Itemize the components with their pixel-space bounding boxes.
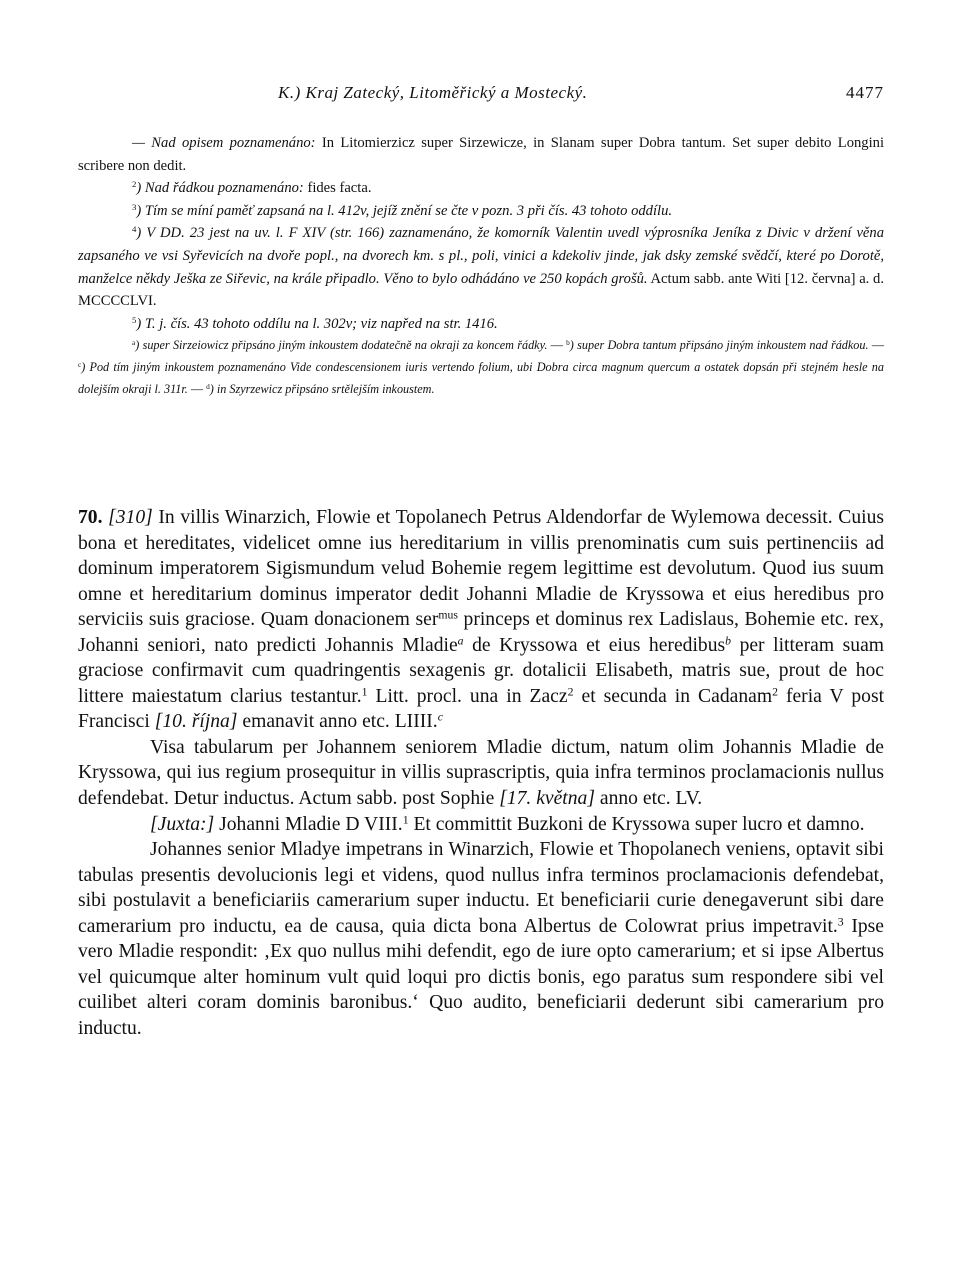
paragraph-text: per litteram suam graciose confirmavit cum quadringentis sexagenis gr. dotalicii Elisabeth, matris sue, prout de hoc littere maiestatum clarius testantur. [78,634,885,707]
footnote-ref: 3 [837,915,844,929]
note-marker: b [566,338,570,348]
footnote-ref: 1 [361,685,368,699]
paragraph-text: Visa tabularum per Johannem seniorem Mladie dictum, natum olim Johannis Mladie de Kryssowa, qui ius regium prosequitur in villis suprascriptis, quia infra terminos proclamacionis nullus defendebat. Detur inductus. Actum sabb. post Sophie [78,736,884,810]
paragraph-text: emanavit anno etc. LIIII. [237,711,438,733]
footnote-ref: c [437,710,443,724]
note-text: ) in Szyrzewicz připsáno srtělejším inkoustem. [209,381,435,396]
running-header [78,83,884,107]
note-5 [78,313,884,336]
date-gloss: [10. října] [154,711,238,733]
note-intro [78,132,884,177]
footnote-ref: 1 [402,813,409,827]
note-marker: 3 [132,201,137,212]
paragraph-text: Ipse vero Mladie respondit: ‚Ex quo nullus mihi defendit, ego de iure opto camerarium; et si ipse Albertus vel quicumque alter hominum vult quid loqui pro dictis bonis, ego paratus sum respondere sibi vel cuilibet alteri coram dominis baronibus.‘ Quo audito, beneficiarii dederunt sibi camerarium pro inductu. [78,915,884,1039]
note-marker: c [78,359,82,369]
note-text: ) super Dobra tantum připsáno jiným inkoustem nad řádkou. [569,338,869,353]
paragraph-text: Litt. procl. una in Zacz [367,685,568,707]
paragraph-text: In villis Winarzich, Flowie et Topolanech Petrus Aldendorfar de Wylemowa decessit. Cuius bona et hereditates, videlicet omne ius hereditarium in villis prenominatis cum suis pertinenciis ad dominum imperatorem Sigismundum velud Bohemie regem legittime est devolutum. Quod ius suum omne et hereditarium dominus imperator dedit Johanni Mladie de Kryssowa et eius heredibus pro serviciis suis graciose. Quam donacionem ser [78,507,884,631]
footnotes-block [78,132,884,400]
running-title: K.) Kraj Zatecký, Litoměřický a Mostecký. [278,83,588,102]
note-text: ) V DD. 23 jest na uv. l. F XIV (str. 166) zaznamenáno, že komorník Valentin uvedl výprosníka Jeníka z Divic v držení věna zapsaného ve vsi Syřevicích na dvoře popl., na dvorech km. s pl., poli, vinici a kdekoliv jinde, jak dsky zemské svědčí, které po Dorotě, manželce někdy Ješka ze Siřevic, na krále připadlo. Věno to bylo odhádáno ve 250 kopách grošů. [78,225,884,287]
note-marker: d [206,381,210,391]
note-3 [78,200,884,223]
note-text: ) Pod tím jiným inkoustem poznamenáno Vide condescensionem iuris vertendo folium, ubi Dobra circa magnum quercum a ostatek dopsán při stejném hesle na dolejším okraji l. 311r. [78,359,884,396]
juxta-gloss: [Juxta:] [150,813,215,835]
date-gloss: [17. května] [499,788,595,810]
note-label: ) Nad řádkou poznamenáno: [136,180,304,197]
footnote-ref: b [725,634,731,648]
paragraph-text: Johanni Mladie D VIII. [214,813,403,835]
footnote-ref: a [457,634,464,648]
page-number: 4477 [846,83,884,102]
entry-paragraph-3 [78,812,884,838]
note-marker: 4 [132,224,137,235]
paragraph-text: princeps et dominus rex Ladislaus, Bohemie etc. rex, Johanni seniori, nato predicti Johannis Mladie [78,609,885,656]
note-marker: a [132,338,136,348]
paragraph-text: Johannes senior Mladye impetrans in Winarzich, Flowie et Thopolanech veniens, optavit sibi tabulas presentis devolucionis legi et videns, quod nullus infra terminos proclamacionis defendebat, sibi postulavit a beneficiariis camerarium super inductu. Et beneficiarii curie denegaverunt sibi dare camerarium pro inductu, ea de causa, quia dicta bona Albertus de Colowrat prius impetravit. [78,839,884,937]
paragraph-text: feria V post Francisci [78,685,885,733]
note-intro-label: — Nad opisem poznamenáno: [132,135,316,151]
paragraph-text: Et committit Buzkoni de Kryssowa super lucro et damno. [408,813,865,835]
note-letters: $^a$) super Sirzeiowicz připsáno jiným inkoustem dodatečně na okraji za koncem řádky. — $^b$) super Dobra tantum připsáno jiným inkoustem nad řádkou. — $^c$) Pod tím jiným inkoustem poznamenáno Vide condescensionem iuris vertendo folium, ubi Dobra circa magnum quercum a ostatek dopsán při stejném hesle na dolejším okraji l. 311r. — $^d$) in Szyrzewicz připsáno srtělejším inkoustem. [78,338,885,396]
superscript: mus [438,608,458,622]
folio-ref: [310] [108,507,153,528]
note-tail: Actum sabb. ante Witi [12. června] a. d. MCCCCLVI. [78,270,884,310]
paragraph-text: de Kryssowa et eius heredibus [463,634,726,656]
entry-body [78,505,884,1041]
entry-paragraph-1 [78,505,884,735]
note-text: fides facta. [307,180,372,197]
note-text: ) super Sirzeiowicz připsáno jiným inkoustem dodatečně na okraji za koncem řádky. [135,338,548,353]
note-4 [78,222,884,312]
footnote-ref: 2 [567,685,574,699]
footnote-ref: 2 [772,685,778,699]
note-2 [78,177,884,200]
note-marker: 5 [132,314,137,325]
entry-paragraph-4 [78,837,884,1041]
note-text: ) Tím se míní paměť zapsaná na l. 412v, jejíž znění se čte v pozn. 3 při čís. 43 tohoto oddílu. [136,202,673,219]
entry-paragraph-2 [78,735,884,812]
entry-number: 70. [78,507,103,528]
note-intro-text: In Litomierzicz super Sirzewicze, in Slanam super Dobra tantum. Set super debito Longini scribere non dedit. [78,135,885,174]
note-marker: 2 [132,179,137,190]
note-text: ) T. j. čís. 43 tohoto oddílu na l. 302v; viz napřed na str. 1416. [136,315,498,332]
paragraph-text: et secunda in Cadanam [573,685,773,707]
paragraph-text: anno etc. LV. [594,788,703,810]
